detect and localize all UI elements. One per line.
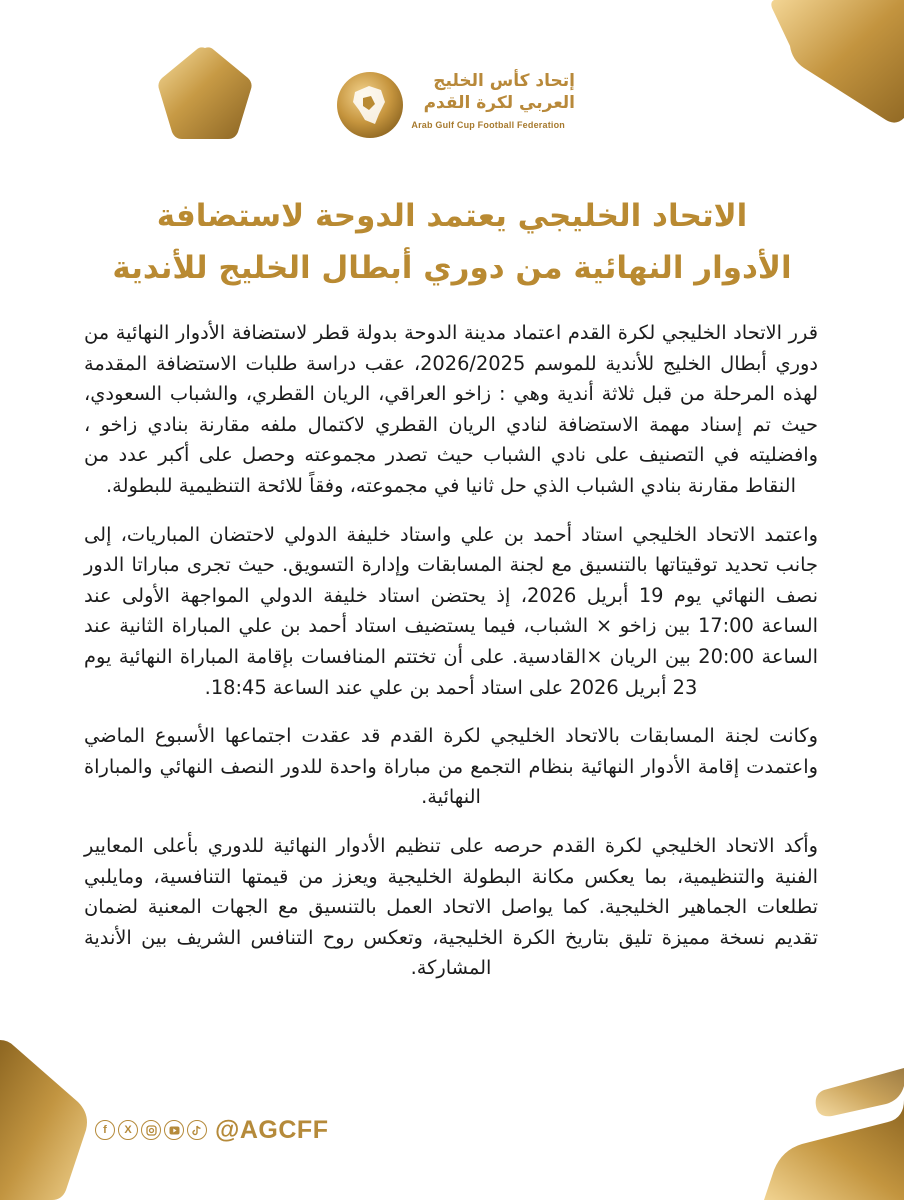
logo-arabic-line-2: العربي لكرة القدم xyxy=(423,93,575,113)
headline-line-1: الاتحاد الخليجي يعتمد الدوحة لاستضافة xyxy=(156,198,748,234)
article-paragraph: واعتمد الاتحاد الخليجي استاد أحمد بن علي واستاد خليفة الدولي لاحتضان المباريات، إلى جانب تحديد توقيتاتها بالتنسيق مع لجنة المسابقات وإدارة التسويق. حيث تجرى مباراتا الدور نصف النهائي يوم 19 أبريل 2026، إذ يحتضن استاد خليفة الدولي المواجهة الأولى عند الساعة 17:00 بين زاخو × الشباب، فيما يستضيف استاد أحمد بن علي المباراة الثانية عند الساعة 20:00 بين الريان ×القادسية. على أن تختتم المنافسات بإقامة المباراة النهائية يوم 23 أبريل 2026 على استاد أحمد بن علي عند الساعة 18:45. xyxy=(84,522,818,699)
logo-arabic-line-1: إتحاد كأس الخليج xyxy=(433,71,575,91)
article-paragraph: وكانت لجنة المسابقات بالاتحاد الخليجي لكرة القدم قد عقدت اجتماعها الأسبوع الماضي واعتمدت إقامة الأدوار النهائية بنظام التجمع من مباراة واحدة للدور النصف النهائي والمباراة النهائية. xyxy=(84,724,818,809)
facebook-icon[interactable]: f xyxy=(95,1120,115,1140)
logo-arabic-text xyxy=(410,70,575,114)
federation-logo xyxy=(335,64,575,144)
gold-corner-decoration-bottom-left xyxy=(0,1040,110,1200)
gold-pentagon-decoration xyxy=(150,40,260,150)
article-body xyxy=(84,318,818,1002)
tiktok-icon[interactable] xyxy=(187,1120,207,1140)
logo-english-text: Arab Gulf Cup Football Federation xyxy=(411,120,565,130)
social-handle[interactable]: @AGCFF xyxy=(215,1115,329,1144)
headline xyxy=(40,190,864,294)
instagram-icon[interactable] xyxy=(141,1120,161,1140)
x-icon[interactable]: X xyxy=(118,1120,138,1140)
gold-corner-decoration-top-right xyxy=(764,0,904,130)
youtube-icon[interactable] xyxy=(164,1120,184,1140)
gold-corner-decoration-bottom-right xyxy=(704,1060,904,1200)
social-footer xyxy=(95,1115,328,1145)
article-paragraph: قرر الاتحاد الخليجي لكرة القدم اعتماد مدينة الدوحة بدولة قطر لاستضافة الأدوار النهائية من دوري أبطال الخليج للأندية للموسم 2026/2025، عقب دراسة طلبات الاستضافة المقدمة لهذه المرحلة من قبل ثلاثة أندية وهي : زاخو العراقي، الريان القطري، والشباب السعودي، حيث تم إسناد مهمة الاستضافة لنادي الريان القطري لاكتمال ملفه مقارنة بنادي زاخو ، وافضليته في التصنيف على نادي الشباب حيث تصدر مجموعته وحصل على أكبر عدد من النقاط مقارنة بنادي الشباب الذي حل ثانيا في مجموعته، وفقاً للائحة التنظيمية للبطولة. xyxy=(84,321,818,497)
article-paragraph: وأكد الاتحاد الخليجي لكرة القدم حرصه على تنظيم الأدوار النهائية للدوري بأعلى المعايير الفنية والتنظيمية، بما يعكس مكانة البطولة الخليجية ويعزز من قيمتها التنافسية، ومايلبي تطلعات الجماهير الخليجية. كما يواصل الاتحاد العمل بالتنسيق مع الجهات المعنية لضمان تقديم نسخة مميزة تليق بتاريخ الكرة الخليجية، وتعكس روح التنافس الشريف بين الأندية المشاركة. xyxy=(84,833,818,980)
headline-line-2: الأدوار النهائية من دوري أبطال الخليج للأندية xyxy=(112,250,792,286)
